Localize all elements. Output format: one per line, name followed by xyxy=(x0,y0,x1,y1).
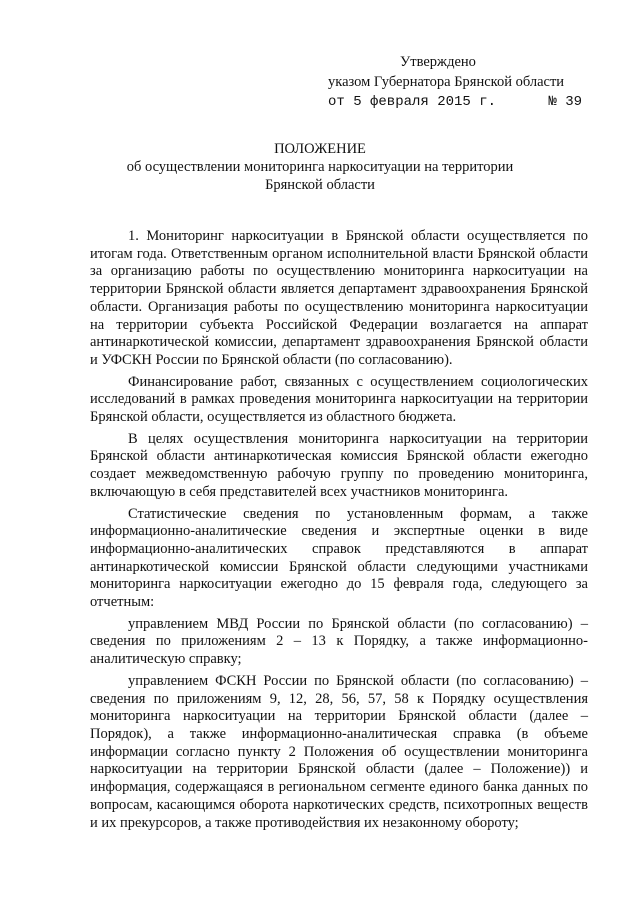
title-subject: об осуществлении мониторинга наркоситуации на территории xyxy=(126,159,514,175)
paragraph: В целях осуществления мониторинга наркоситуации на территории Брянской области антинаркотическая комиссия Брянской области ежегодно создает межведомственную рабочую группу по проведению мониторинга, включающую в себя представителей всех участников мониторинга. xyxy=(90,430,588,500)
approval-authority: указом Губернатора Брянской области xyxy=(328,74,565,90)
title-heading: ПОЛОЖЕНИЕ xyxy=(274,141,366,157)
approval-date-line xyxy=(328,92,582,112)
document-title xyxy=(90,140,550,194)
document-body xyxy=(90,228,588,836)
list-item: управлением ФСКН России по Брянской области (по согласованию) – сведения по приложениям 9, 12, 28, 56, 57, 58 к Порядку осуществления мониторинга наркоситуации на территории Брянской области (далее – Порядок), а также информационно-аналитическая справка (в объеме информации согласно пункту 2 Положения об осуществлении мониторинга наркоситуации на территории Брянской области (далее – Положение)) и информация, содержащаяся в региональном сегменте единого банка данных по вопросам, касающимся оборота наркотических средств, психотропных веществ и их прекурсоров, а также противодействия их незаконному обороту; xyxy=(90,672,588,831)
approval-heading: Утверждено xyxy=(400,54,476,70)
approval-number: № 39 xyxy=(548,94,583,110)
approval-block xyxy=(328,52,582,112)
approval-date: от 5 февраля 2015 г. xyxy=(328,94,497,110)
paragraph: Статистические сведения по установленным формам, а также информационно-аналитические сведения и экспертные оценки в виде информационно-аналитических справок представляются в аппарат антинаркотической комиссии Брянской области следующими участниками мониторинга наркоситуации ежегодно до 15 февраля года, следующего за отчетным: xyxy=(90,505,588,611)
title-region: Брянской области xyxy=(265,177,375,193)
paragraph: Финансирование работ, связанных с осуществлением социологических исследований в рамках проведения мониторинга наркоситуации на территории Брянской области, осуществляется из областного бюджета. xyxy=(90,373,588,426)
list-item: управлением МВД России по Брянской области (по согласованию) – сведения по приложениям 2 – 13 к Порядку, а также информационно-аналитическую справку; xyxy=(90,615,588,668)
paragraph: 1. Мониторинг наркоситуации в Брянской области осуществляется по итогам года. Ответственным органом исполнительной власти Брянской области за организацию работы по осуществлению мониторинга наркоситуации на территории Брянской области является департамент здравоохранения Брянской области. Организация работы по осуществлению мониторинга наркоситуации на территории субъекта Российской Федерации возлагается на аппарат антинаркотической комиссии, департамент здравоохранения Брянской области и УФСКН России по Брянской области (по согласованию). xyxy=(90,228,588,368)
